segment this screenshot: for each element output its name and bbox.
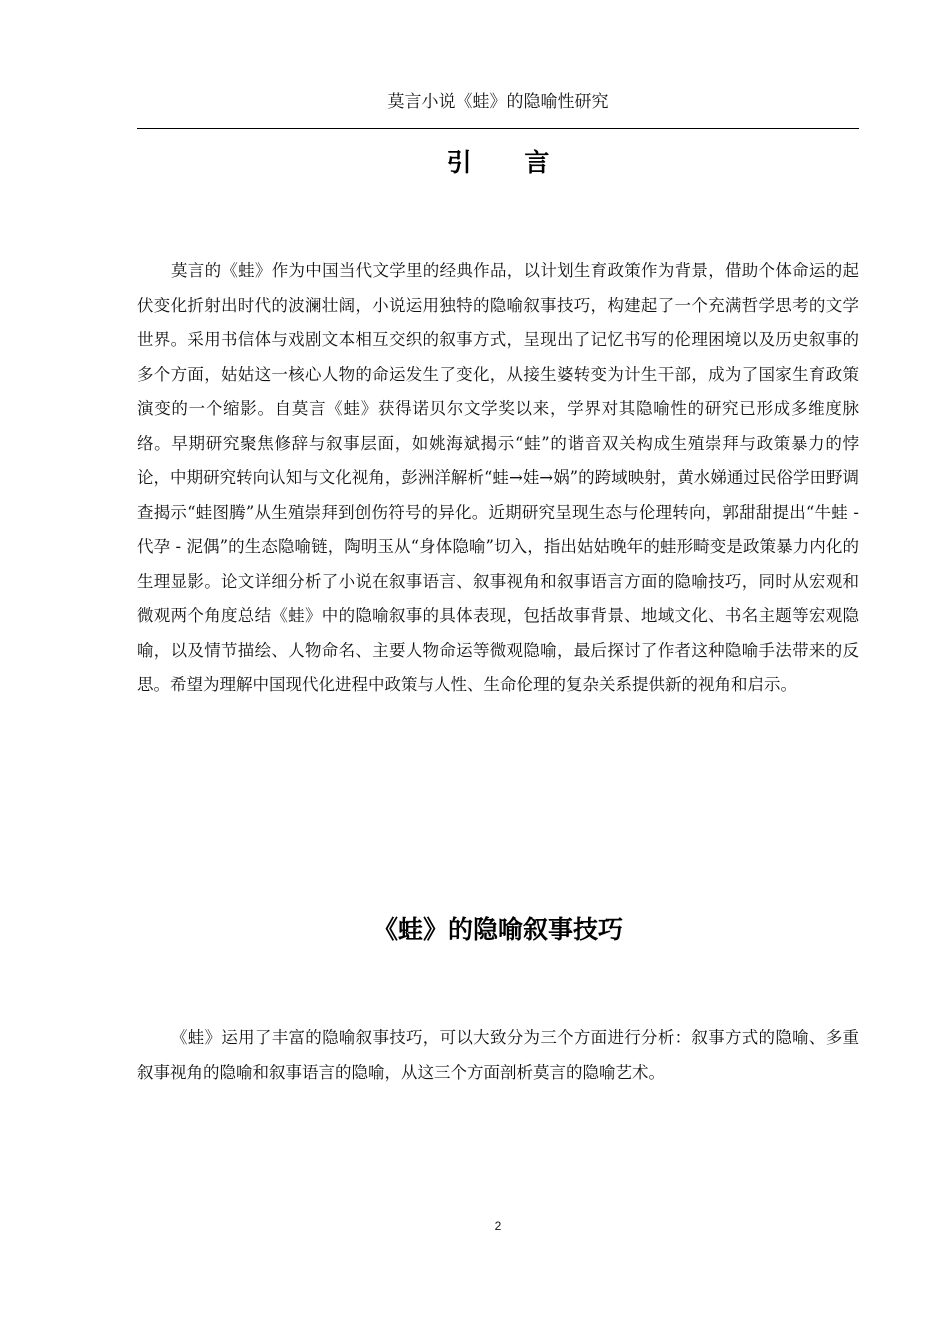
introduction-paragraph: 莫言的《蛙》作为中国当代文学里的经典作品，以计划生育政策作为背景，借助个体命运的起伏变化折射出时代的波澜壮阔，小说运用独特的隐喻叙事技巧，构建起了一个充满哲学思考的文学世界。采用书信体与戏剧文本相互交织的叙事方式，呈现出了记忆书写的伦理困境以及历史叙事的多个方面，姑姑这一核心人物的命运发生了变化，从接生婆转变为计生干部，成为了国家生育政策演变的一个缩影。自莫言《蛙》获得诺贝尔文学奖以来，学界对其隐喻性的研究已形成多维度脉络。早期研究聚焦修辞与叙事层面，如姚海斌揭示“蛙”的谐音双关构成生殖崇拜与政策暴力的悖论，中期研究转向认知与文化视角，彭洲洋解析“蛙→娃→娲”的跨域映射，黄水娣通过民俗学田野调查揭示“蛙图腾”从生殖崇拜到创伤符号的异化。近期研究呈现生态与伦理转向，郭甜甜提出“牛蛙 - 代孕 - 泥偶”的生态隐喻链，陶明玉从“身体隐喻”切入，指出姑姑晚年的蛙形畸变是政策暴力内化的生理显影。论文详细分析了小说在叙事语言、叙事视角和叙事语言方面的隐喻技巧，同时从宏观和微观两个角度总结《蛙》中的隐喻叙事的具体表现，包括故事背景、地域文化、书名主题等宏观隐喻，以及情节描绘、人物命名、主要人物命运等微观隐喻，最后探讨了作者这种隐喻手法带来的反思。希望为理解中国现代化进程中政策与人性、生命伦理的复杂关系提供新的视角和启示。	[137, 261, 859, 694]
running-header: 莫言小说《蛙》的隐喻性研究	[387, 92, 609, 112]
section-title-narrative-techniques: 《蛙》的隐喻叙事技巧	[372, 915, 623, 944]
header-divider	[137, 128, 859, 129]
section-title-introduction: 引 言	[446, 148, 572, 177]
page-number: 2	[494, 1219, 502, 1233]
narrative-techniques-paragraph: 《蛙》运用了丰富的隐喻叙事技巧，可以大致分为三个方面进行分析：叙事方式的隐喻、多重叙事视角的隐喻和叙事语言的隐喻，从这三个方面剖析莫言的隐喻艺术。	[137, 1028, 859, 1082]
